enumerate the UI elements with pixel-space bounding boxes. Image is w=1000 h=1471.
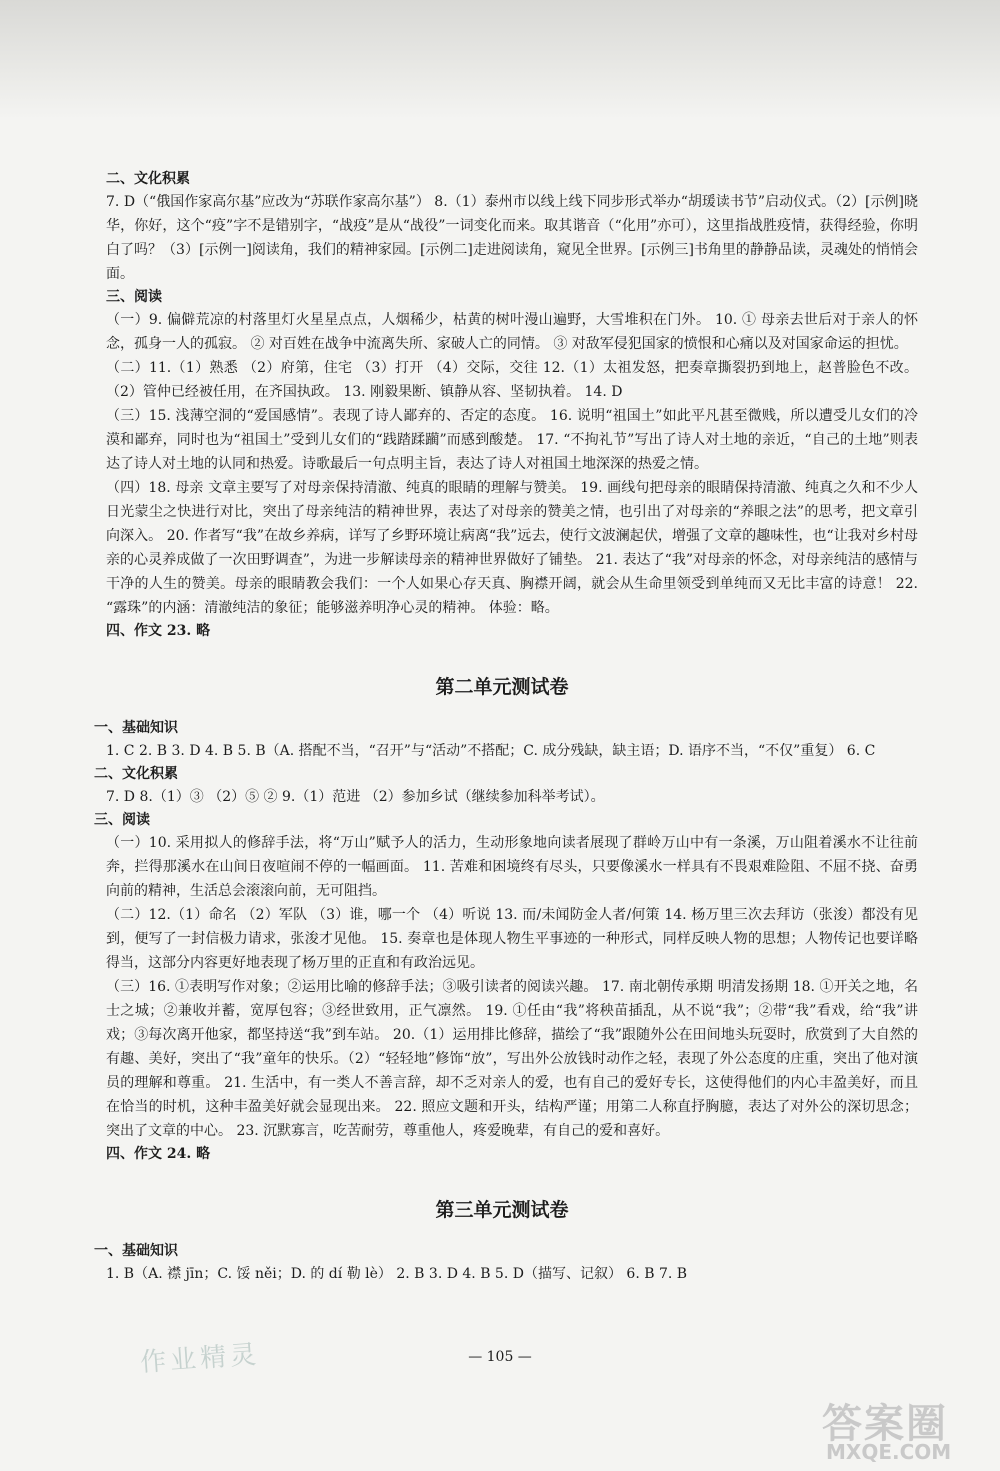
section-heading-basics: 一、基础知识	[94, 720, 178, 736]
reading-answers-2: （二）12.（1）命名 （2）军队 （3）谁，哪一个 （4）听说 13. 而/未闻防金人者/何策 14. 杨万里三次去拜访（张浚）都没有见到，便写了一封信极力请求，张浚才见他。 15. 奏章也是体现人物生平事迹的一种形式，同样反映人物的思想；人物传记也要详略得当，这部分内容更好地表现了杨万里的正直和有政治远见。	[106, 907, 918, 971]
reading-answers-1: （一）9. 偏僻荒凉的村落里灯火星星点点，人烟稀少，枯黄的树叶漫山遍野，大雪堆积在门外。 10. ① 母亲去世后对于亲人的怀念，孤身一人的孤寂。 ② 对百姓在战争中流离失所、家破人亡的同情。 ③ 对敌军侵犯国家的愤恨和心痛以及对国家命运的担忧。	[106, 312, 918, 352]
section-heading-writing: 四、作文 23. 略	[106, 623, 211, 639]
section-heading-reading: 三、阅读	[106, 289, 162, 305]
page-number: — 105 —	[468, 1349, 532, 1365]
section-heading-basics: 一、基础知识	[94, 1243, 178, 1259]
basics-answers: 1. C 2. B 3. D 4. B 5. B（A. 搭配不当，“召开”与“活动”不搭配；C. 成分残缺，缺主语；D. 语序不当，“不仅”重复） 6. C	[106, 743, 876, 759]
cultural-answers: 7. D（“俄国作家高尔基”应改为“苏联作家高尔基”） 8.（1）泰州市以线上线下同步形式举办“胡瑗读书节”启动仪式。（2）[示例]晓华，你好，这个“疫”字不是错别字，“战疫”是从“战役”一词变化而来。取其谐音（“化用”亦可），这里指战胜疫情，获得经验，你明白了吗？（3）[示例一]阅读角，我们的精神家园。[示例二]走进阅读角，窥见全世界。[示例三]书角里的静静品读，灵魂处的悄悄会面。	[106, 194, 918, 282]
reading-answers-2: （二）11.（1）熟悉 （2）府第，住宅 （3）打开 （4）交际，交往 12.（1）太祖发怒，把奏章撕裂扔到地上，赵普脸色不改。（2）管仲已经被任用，在齐国执政。 13. 刚毅果断、镇静从容、坚韧执着。 14. D	[106, 360, 918, 400]
section-heading-reading: 三、阅读	[94, 812, 150, 828]
basics-answers: 1. B（A. 襟 jīn；C. 馁 něi；D. 的 dí 勒 lè） 2. B 3. D 4. B 5. D（描写、记叙） 6. B 7. B	[106, 1266, 688, 1282]
section-heading-cultural: 二、文化积累	[94, 766, 178, 782]
unit-title-3: 第三单元测试卷	[435, 1199, 569, 1221]
watermark-logo-text: 答案圈	[822, 1401, 948, 1447]
section-heading-writing: 四、作文 24. 略	[106, 1146, 211, 1162]
cultural-answers: 7. D 8.（1）③ （2）⑤ ② 9.（1）范进 （2）参加乡试（继续参加科举考试）。	[106, 789, 605, 805]
section-heading-cultural: 二、文化积累	[106, 171, 190, 187]
answer-content	[86, 168, 918, 1286]
reading-answers-4: （四）18. 母亲 文章主要写了对母亲保持清澈、纯真的眼睛的理解与赞美。 19. 画线句把母亲的眼睛保持清澈、纯真之久和不少人日光蒙尘之快进行对比，突出了母亲纯洁的精神世界，表达了对母亲的赞美之情，也引出了对母亲的“养眼之法”的思考，把文章引向深入。 20. 作者写“我”在故乡养病，详写了乡野环境让病离“我”远去，使行文波澜起伏，增强了文章的趣味性，也“让我对乡村母亲的心灵养成做了一次田野调查”，为进一步解读母亲的精神世界做好了铺垫。 21. 表达了“我”对母亲的怀念，对母亲纯洁的感情与干净的人生的赞美。母亲的眼睛教会我们：一个人如果心存天真、胸襟开阔，就会从生命里领受到单纯而又无比丰富的诗意！ 22. “露珠”的内涵：清澈纯洁的象征；能够滋养明净心灵的精神。 体验：略。	[106, 480, 918, 616]
watermark-text: 作业精灵	[139, 1339, 262, 1379]
reading-answers-3: （三）16. ①表明写作对象；②运用比喻的修辞手法；③吸引读者的阅读兴趣。 17. 南北朝传承期 明清发扬期 18. ①开关之地，名士之城；②兼收并蓄，宽厚包容；③经世致用，正气凛然。 19. ①任由“我”将秧苗插乱，从不说“我”；②带“我”看戏，给“我”讲戏；③每次离开他家，都坚持送“我”到车站。 20.（1）运用排比修辞，描绘了“我”跟随外公在田间地头玩耍时，欣赏到了大自然的有趣、美好，突出了“我”童年的快乐。（2）“轻轻地”修饰“放”，写出外公放钱时动作之轻，表现了外公态度的庄重，突出了他对演员的理解和尊重。 21. 生活中，有一类人不善言辞，却不乏对亲人的爱，也有自己的爱好专长，这使得他们的内心丰盈美好，而且在恰当的时机，这种丰盈美好就会显现出来。 22. 照应文题和开头，结构严谨；用第二人称直抒胸臆，表达了对外公的深切思念；突出了文章的中心。 23. 沉默寡言，吃苦耐劳，尊重他人，疼爱晚辈，有自己的爱和喜好。	[106, 979, 918, 1139]
unit-title-2: 第二单元测试卷	[435, 676, 569, 698]
reading-answers-3: （三）15. 浅薄空洞的“爱国感情”。表现了诗人鄙弃的、否定的态度。 16. 说明“祖国土”如此平凡甚至微贱，所以遭受儿女们的冷漠和鄙弃，同时也为“祖国土”受到儿女们的“践踏蹂躏”而感到酸楚。 17. “不拘礼节”写出了诗人对土地的亲近，“自己的土地”则表达了诗人对土地的认同和热爱。诗歌最后一句点明主旨，表达了诗人对祖国土地深深的热爱之情。	[106, 408, 918, 472]
reading-answers-1: （一）10. 采用拟人的修辞手法，将“万山”赋予人的活力，生动形象地向读者展现了群岭万山中有一条溪，万山阻着溪水不让往前奔，拦得那溪水在山间日夜喧闹不停的一幅画面。 11. 苦难和困境终有尽头，只要像溪水一样具有不畏艰难险阻、不屈不挠、奋勇向前的精神，生活总会滚滚向前，无可阻挡。	[106, 835, 918, 899]
watermark-logo	[808, 1392, 994, 1464]
scan-top-shadow	[0, 0, 1000, 120]
watermark-url: MXQE.COM	[826, 1440, 952, 1464]
